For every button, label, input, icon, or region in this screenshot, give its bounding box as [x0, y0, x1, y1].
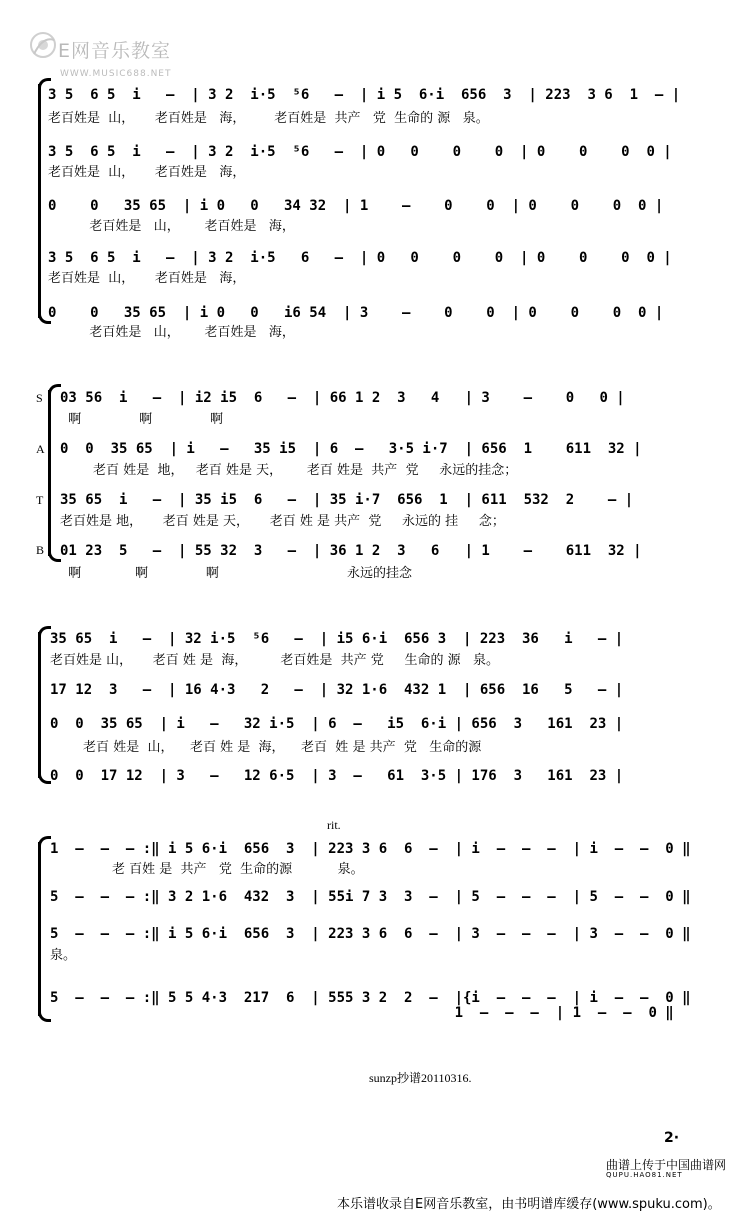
system1-part4-lyrics: 老百姓是 山， 老百姓是 海，: [48, 271, 246, 286]
voice-label-bass: B: [36, 543, 45, 557]
system1-part5-lyrics: 老百姓是 山， 老百姓是 海，: [48, 325, 295, 340]
watermark-logo-icon: [28, 30, 58, 60]
system4-part5-notes: 1 – – – | 1 – – 0 ‖: [50, 1005, 674, 1021]
system1-part1-lyrics: 老百姓是 山， 老百姓是 海， 老百姓是 共产 党 生命的 源 泉。: [48, 111, 489, 126]
system3-part4-notes: 0 0 17 12 | 3 – 12 6·5 | 3 – 61 3·5 | 176 3 161 23 |: [50, 768, 624, 784]
system1-part3-lyrics: 老百姓是 山， 老百姓是 海，: [48, 219, 295, 234]
watermark-title: E网音乐教室: [58, 40, 172, 62]
voice-label-tenor: T: [36, 493, 44, 507]
voice-label-soprano: S: [36, 391, 43, 405]
system3-part2-notes: 17 12 3 – | 16 4·3 2 – | 32 1·6 432 1 | 656 16 5 – |: [50, 682, 624, 698]
system3-part1-notes: 35 65 i – | 32 i·5 ⁵6 – | i5 6·i 656 3 | 223 36 i – |: [50, 631, 624, 647]
system4-part3-notes: 5 – – – :‖ i 5 6·i 656 3 | 223 3 6 6 – | 3 – – – | 3 – – 0 ‖: [50, 926, 691, 942]
system4-part2-notes: 5 – – – :‖ 3 2 1·6 432 3 | 55i 7 3 3 – | 5 – – – | 5 – – 0 ‖: [50, 889, 691, 905]
system2-alto-notes: 0 0 35 65 | i – 35 i5 | 6 – 3·5 i·7 | 656 1 611 32 |: [60, 441, 642, 457]
system1-brace: [38, 84, 41, 318]
system2-brace: [48, 390, 51, 556]
system1-part2-notes: 3 5 6 5 i – | 3 2 i·5 ⁵6 – | 0 0 0 0 | 0 0 0 0 |: [48, 144, 672, 160]
ritardando-mark: rit.: [327, 818, 341, 832]
page-number: 2·: [664, 1130, 680, 1146]
system2-bass-lyrics: 啊 啊 啊 永远的挂念: [60, 566, 412, 581]
system2-alto-lyrics: 老百 姓是 地， 老百 姓是 天， 老百 姓是 共产 党 永远的挂念；: [60, 463, 518, 478]
system1-part1-notes: 3 5 6 5 i – | 3 2 i·5 ⁵6 – | i 5 6·i 656 3 | 223 3 6 1 – |: [48, 87, 681, 103]
voice-label-alto: A: [36, 442, 45, 456]
system2-soprano-notes: 03 56 i – | i2 i5 6 – | 66 1 2 3 4 | 3 – 0 0 |: [60, 390, 625, 406]
system4-part1-notes: 1 – – – :‖ i 5 6·i 656 3 | 223 3 6 6 – | i – – – | i – – 0 ‖: [50, 841, 691, 857]
system3-part3-lyrics: 老百 姓是 山， 老百 姓 是 海， 老百 姓 是 共产 党 生命的源: [50, 740, 482, 755]
transcriber-credit: sunzp抄谱20110316.: [369, 1071, 472, 1085]
system3-brace: [38, 632, 41, 778]
system2-soprano-lyrics: 啊 啊 啊: [60, 412, 223, 427]
system2-tenor-lyrics: 老百姓是 地， 老百 姓是 天， 老百 姓 是 共产 党 永远的 挂 念；: [60, 514, 505, 529]
system4-brace: [38, 842, 41, 1016]
system1-part5-notes: 0 0 35 65 | i 0 0 i6 54 | 3 – 0 0 | 0 0 0 0 |: [48, 305, 664, 321]
system2-tenor-notes: 35 65 i – | 35 i5 6 – | 35 i·7 656 1 | 611 532 2 – |: [60, 492, 634, 508]
system4-part3-lyrics: 泉。: [50, 948, 77, 963]
source-watermark-text: 曲谱上传于中国曲谱网: [606, 1158, 727, 1172]
system3-part1-lyrics: 老百姓是 山， 老百 姓 是 海， 老百姓是 共产 党 生命的 源 泉。: [50, 653, 499, 668]
watermark-url: WWW.MUSIC688.NET: [60, 69, 172, 79]
source-watermark-url: QUPU.HAO81.NET: [606, 1171, 683, 1179]
footer-notice: 本乐谱收录自E网音乐教室，由书明谱库缓存(www.spuku.com)。: [337, 1197, 721, 1212]
system4-part4-notes: 5 – – – :‖ 5 5 4·3 217 6 | 555 3 2 2 – |{i – – – | i – – 0 ‖: [50, 990, 691, 1006]
system1-part3-notes: 0 0 35 65 | i 0 0 34 32 | 1 – 0 0 | 0 0 0 0 |: [48, 198, 664, 214]
system3-part3-notes: 0 0 35 65 | i – 32 i·5 | 6 – i5 6·i | 656 3 161 23 |: [50, 716, 624, 732]
system1-part4-notes: 3 5 6 5 i – | 3 2 i·5 6 – | 0 0 0 0 | 0 0 0 0 |: [48, 250, 672, 266]
system1-part2-lyrics: 老百姓是 山， 老百姓是 海，: [48, 165, 246, 180]
system2-bass-notes: 01 23 5 – | 55 32 3 – | 36 1 2 3 6 | 1 – 611 32 |: [60, 543, 642, 559]
system4-part1-lyrics: 老 百姓 是 共产 党 生命的源 泉。: [50, 862, 364, 877]
